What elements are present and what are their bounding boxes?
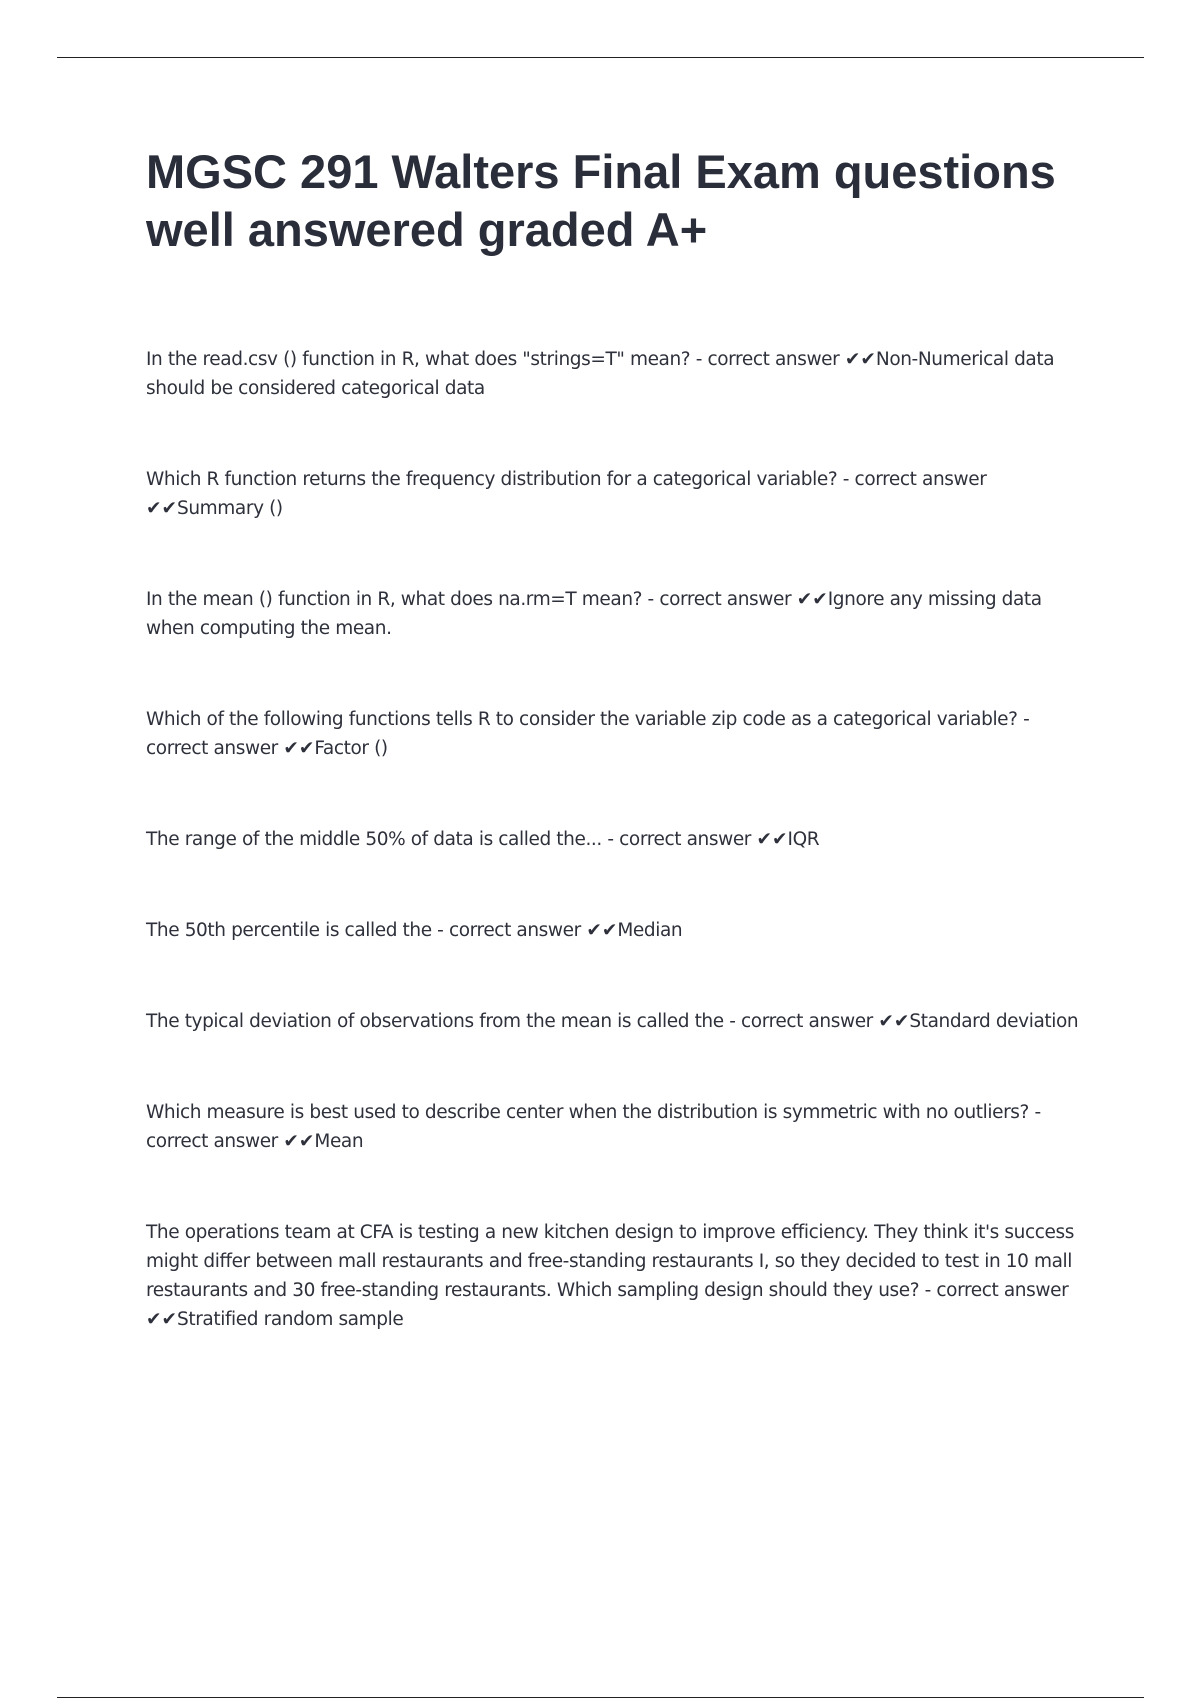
answer-marker: correct answer (854, 469, 987, 490)
qa-item: The operations team at CFA is testing a new kitchen design to improve efficiency. They think it's success might differ between mall restaurants and free-standing restaurants I, so they decided to test in 10 mall restaurants and 30 free-standing restaurants. Which sampling design should they use? - correct answer ✔✔Stratified random sample (146, 1222, 1074, 1330)
question-text: Which R function returns the frequency distribution for a categorical variable? (146, 469, 838, 490)
check-marks-icon: ✔✔ (283, 738, 315, 759)
question-text: The operations team at CFA is testing a new kitchen design to improve efficiency. They think it's success might differ between mall restaurants and free-standing restaurants I, so they decided to test in 10 mall restaurants and 30 free-standing restaurants. Which sampling design should they use? (146, 1222, 1074, 1301)
qa-item: Which R function returns the frequency distribution for a categorical variable? - correct answer ✔✔Summary () (146, 469, 987, 519)
answer-marker: correct answer (741, 1011, 873, 1032)
answer-marker: correct answer (619, 829, 752, 850)
qa-item: In the read.csv () function in R, what does "strings=T" mean? - correct answer ✔✔Non-Numerical data should be considered categorical data (146, 349, 1055, 399)
answer-text: Summary () (177, 498, 283, 519)
qa-item: Which of the following functions tells R to consider the variable zip code as a categorical variable? - correct answer ✔✔Factor () (146, 709, 1030, 759)
answer-marker: correct answer (146, 1131, 278, 1152)
question-text: In the mean () function in R, what does na.rm=T mean? (146, 589, 643, 610)
check-marks-icon: ✔✔ (844, 349, 876, 370)
answer-marker: correct answer (936, 1280, 1069, 1301)
answer-text: Non-Numerical data should be considered categorical data (146, 349, 1055, 399)
qa-item: Which measure is best used to describe center when the distribution is symmetric with no outliers? - correct answer ✔✔Mean (146, 1102, 1041, 1152)
check-marks-icon: ✔✔ (878, 1011, 910, 1032)
check-marks-icon: ✔✔ (146, 498, 178, 519)
bottom-divider (57, 1697, 1144, 1698)
qa-item: The range of the middle 50% of data is called the... - correct answer ✔✔IQR (146, 829, 820, 850)
answer-marker: correct answer (146, 738, 278, 759)
answer-marker: correct answer (659, 589, 792, 610)
answer-text: IQR (787, 829, 820, 850)
qa-item: In the mean () function in R, what does na.rm=T mean? - correct answer ✔✔Ignore any missing data when computing the mean. (146, 589, 1042, 639)
answer-text: Ignore any missing data when computing the mean. (146, 589, 1042, 639)
answer-marker: correct answer (707, 349, 840, 370)
question-text: The 50th percentile is called the (146, 920, 432, 941)
top-divider (57, 57, 1144, 58)
check-marks-icon: ✔✔ (146, 1309, 178, 1330)
answer-text: Factor () (314, 738, 388, 759)
check-marks-icon: ✔✔ (283, 1131, 315, 1152)
answer-text: Median (617, 920, 683, 941)
qa-item: The typical deviation of observations from the mean is called the - correct answer ✔✔Standard deviation (146, 1011, 1079, 1032)
question-text: The typical deviation of observations from the mean is called the (146, 1011, 724, 1032)
answer-text: Standard deviation (909, 1011, 1079, 1032)
check-marks-icon: ✔✔ (756, 829, 788, 850)
answer-marker: correct answer (448, 920, 581, 941)
question-text: In the read.csv () function in R, what does "strings=T" mean? (146, 349, 691, 370)
question-text: The range of the middle 50% of data is called the... (146, 829, 602, 850)
check-marks-icon: ✔✔ (586, 920, 618, 941)
qa-item: The 50th percentile is called the - correct answer ✔✔Median (146, 920, 683, 941)
answer-text: Stratified random sample (177, 1309, 404, 1330)
document-title: MGSC 291 Walters Final Exam questions well answered graded A+ (146, 145, 1056, 256)
question-text: Which measure is best used to describe center when the distribution is symmetric with no outliers? (146, 1102, 1029, 1123)
question-text: Which of the following functions tells R to consider the variable zip code as a categorical variable? (146, 709, 1018, 730)
answer-text: Mean (314, 1131, 364, 1152)
check-marks-icon: ✔✔ (796, 589, 828, 610)
qa-list (146, 345, 1086, 1396)
